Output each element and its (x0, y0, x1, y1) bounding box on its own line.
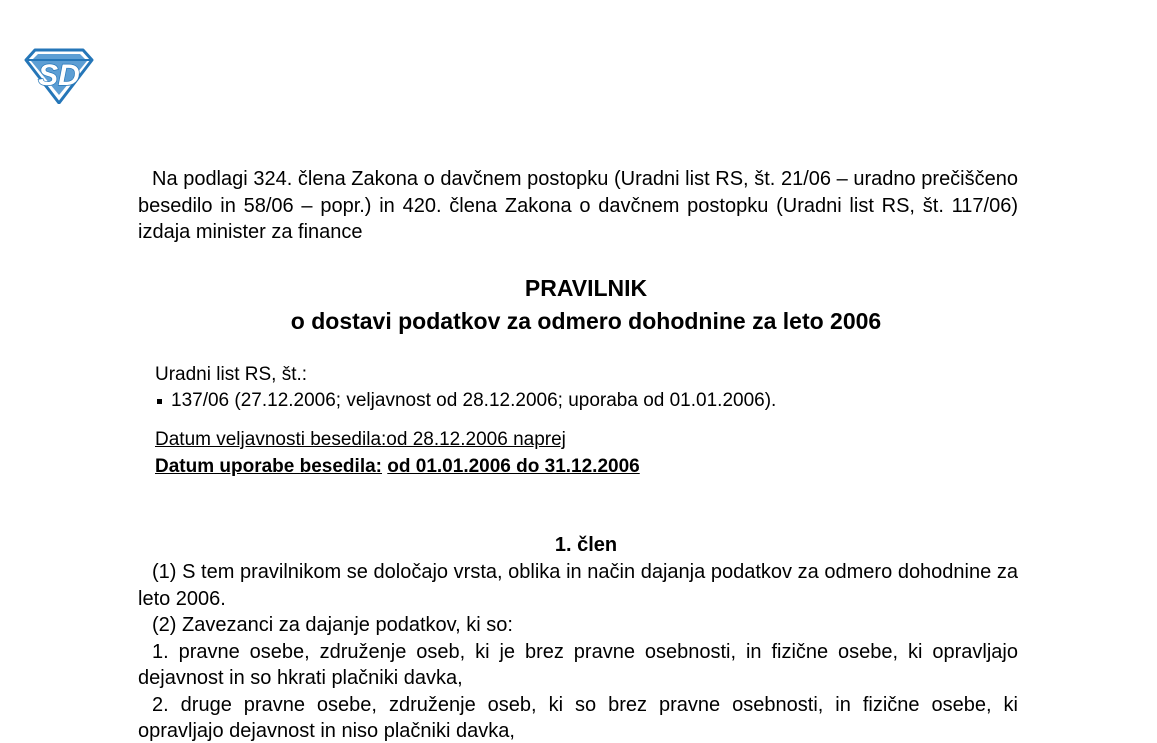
logo-lettering: SD (38, 59, 80, 92)
article-paragraph: (2) Zavezanci za dajanje podatkov, ki so: (152, 614, 513, 636)
article-title: 1. člen (554, 534, 618, 556)
gazette-reference (155, 362, 776, 414)
usage-date-row (155, 453, 640, 480)
gazette-list-item (155, 388, 776, 414)
sd-logo-icon (22, 48, 96, 104)
usage-date-label: Datum uporabe besedila: (155, 456, 382, 477)
bullet-icon (157, 399, 162, 404)
article-paragraph: 2. druge pravne osebe, združenje oseb, ki so brez pravne osebnosti, in fizične osebe, ki opravljajo dejavnost in niso plačniki davka, (138, 693, 1018, 742)
usage-date-value: od 01.01.2006 do 31.12.2006 (387, 456, 640, 477)
document-subtitle: o dostavi podatkov za odmero dohodnine za leto 2006 (290, 308, 882, 334)
text-dates (155, 426, 640, 480)
gazette-label: Uradni list RS, št.: (155, 364, 308, 385)
article-paragraph: 1. pravne osebe, združenje oseb, ki je brez pravne osebnosti, in fizične osebe, ki opravljajo dejavnost in so hkrati plačniki davka, (138, 640, 1018, 689)
gazette-item-text: 137/06 (27.12.2006; veljavnost od 28.12.2006; uporaba od 01.01.2006). (171, 390, 777, 411)
intro-paragraph: Na podlagi 324. člena Zakona o davčnem postopku (Uradni list RS, št. 21/06 – uradno prečiščeno besedilo in 58/06 – popr.) in 420. člena Zakona o davčnem postopku (Uradni list RS, št. 117/06) izdaja minister za finance (138, 168, 1018, 243)
document-title: PRAVILNIK (524, 275, 648, 301)
article-body (138, 559, 1018, 743)
article-paragraph: (1) S tem pravilnikom se določajo vrsta, oblika in način dajanja podatkov za odmero dohodnine za leto 2006. (138, 561, 1018, 610)
validity-date: Datum veljavnosti besedila:od 28.12.2006 naprej (155, 429, 566, 450)
sd-logo (22, 48, 96, 104)
